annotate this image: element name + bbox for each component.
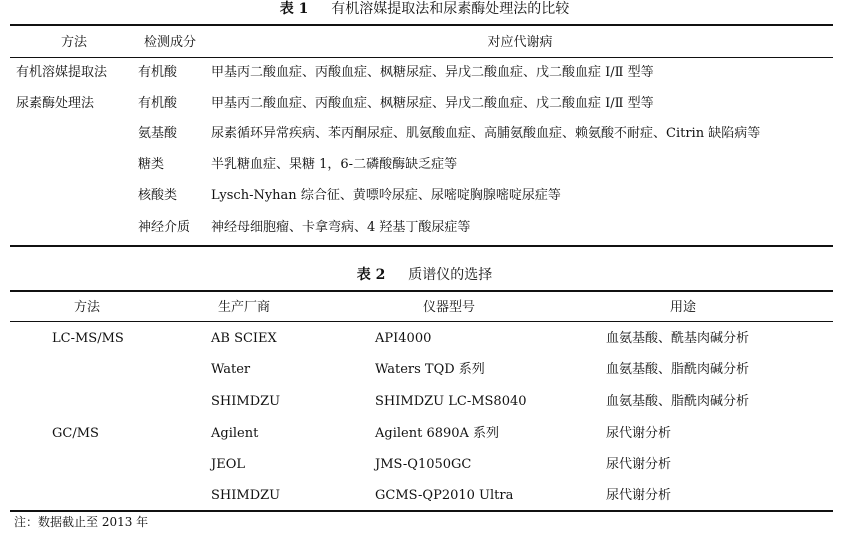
table1-row-disease: Lysch-Nyhan 综合征、黄嘌呤尿症、尿嘧啶胸腺嘧啶尿症等 <box>211 188 561 203</box>
table2-row-use: 尿代谢分析 <box>606 457 672 472</box>
table2-label: 表 2 <box>356 267 386 283</box>
table1-header-method: 方法 <box>60 35 88 50</box>
table1-title-text: 有机溶媒提取法和尿素酶处理法的比较 <box>331 1 570 17</box>
table1-bottom-rule <box>10 245 833 247</box>
table1-header-rule <box>10 57 833 58</box>
table2-row-maker: Water <box>211 362 251 377</box>
table2-header-maker: 生产厂商 <box>217 300 271 315</box>
table1-row-disease: 半乳糖血症、果糖 1，6-二磷酸酶缺乏症等 <box>211 157 458 172</box>
table2-row-use: 血氨基酸、脂酰肉碱分析 <box>606 394 750 409</box>
table1-row-method: 尿素酶处理法 <box>16 96 95 111</box>
table1-row-method: 有机溶媒提取法 <box>16 65 108 80</box>
table1-header-component: 检测成分 <box>143 35 197 50</box>
table1-row-component: 氨基酸 <box>138 126 178 141</box>
table1-row-disease: 尿素循环异常疾病、苯丙酮尿症、肌氨酸血症、高脯氨酸血症、赖氨酸不耐症、Citrin 缺陷病等 <box>211 126 761 141</box>
table2-row-model: Agilent 6890A 系列 <box>375 426 500 441</box>
table2-row-model: JMS-Q1050GC <box>375 457 472 472</box>
table2-row-method: GC/MS <box>52 426 99 441</box>
table2-row-maker: JEOL <box>211 457 245 472</box>
table2-row-use: 尿代谢分析 <box>606 488 672 503</box>
table2-row-maker: SHIMDZU <box>211 394 281 409</box>
footnote: 注：数据截止至 2013 年 <box>14 515 149 529</box>
table2-row-model: SHIMDZU LC-MS8040 <box>375 394 527 409</box>
table2-top-rule <box>10 290 833 292</box>
table1-top-rule <box>10 24 833 26</box>
table2-title-text: 质谱仪的选择 <box>408 267 493 283</box>
table2-row-maker: AB SCIEX <box>211 331 277 346</box>
table2-title <box>0 266 849 284</box>
table2-header-rule <box>10 321 833 322</box>
table1-label: 表 1 <box>279 1 309 17</box>
table1-header-disease: 对应代谢病 <box>487 35 553 50</box>
table1-row-component: 神经介质 <box>138 220 191 235</box>
table2-row-model: GCMS-QP2010 Ultra <box>375 488 514 503</box>
table2-row-maker: SHIMDZU <box>211 488 281 503</box>
table2-header-model: 仪器型号 <box>422 300 476 315</box>
table1-row-component: 核酸类 <box>138 188 178 203</box>
table2-row-use: 血氨基酸、脂酰肉碱分析 <box>606 362 750 377</box>
table1-row-component: 糖类 <box>138 157 165 172</box>
table1-row-component: 有机酸 <box>138 96 178 111</box>
table1-row-component: 有机酸 <box>138 65 178 80</box>
table2-row-use: 尿代谢分析 <box>606 426 672 441</box>
table1-row-disease: 甲基丙二酸血症、丙酸血症、枫糖尿症、异戊二酸血症、戊二酸血症 Ⅰ/Ⅱ 型等 <box>211 96 654 111</box>
table2-header-method: 方法 <box>73 300 101 315</box>
table2-row-model: API4000 <box>375 331 432 346</box>
table2-row-method: LC-MS/MS <box>52 331 124 346</box>
table2-row-use: 血氨基酸、酰基肉碱分析 <box>606 331 750 346</box>
table2-row-maker: Agilent <box>211 426 259 441</box>
table1-title <box>0 0 849 18</box>
table2-header-use: 用途 <box>669 300 697 315</box>
table2-row-model: Waters TQD 系列 <box>375 362 485 377</box>
table1-row-disease: 神经母细胞瘤、卡拿弯病、4 羟基丁酸尿症等 <box>211 220 471 235</box>
table1-row-disease: 甲基丙二酸血症、丙酸血症、枫糖尿症、异戊二酸血症、戊二酸血症 Ⅰ/Ⅱ 型等 <box>211 65 654 80</box>
table2-bottom-rule <box>10 510 833 512</box>
